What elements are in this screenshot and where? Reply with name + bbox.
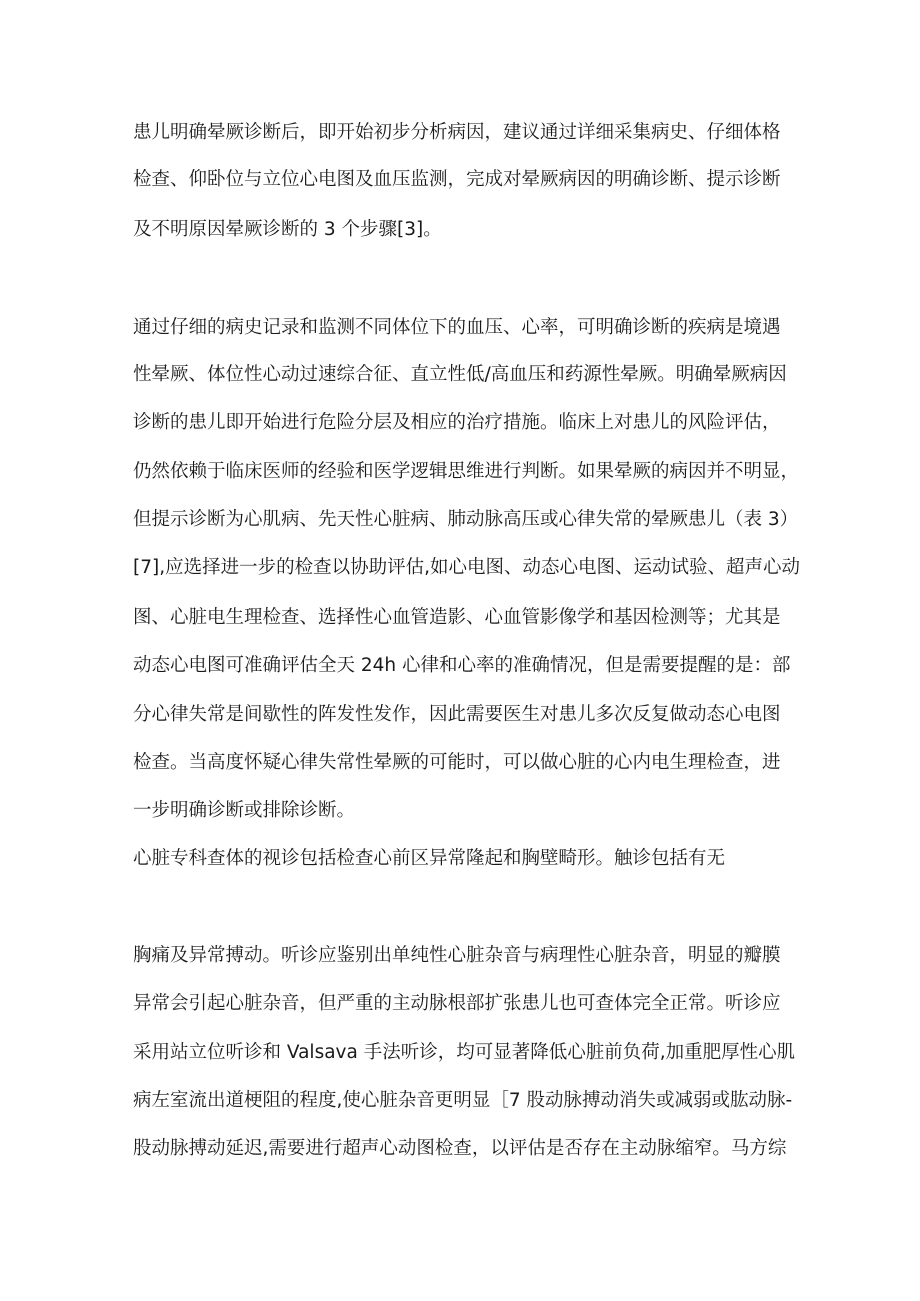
text-line: 分心律失常是间歇性的阵发性发作，因此需要医生对患儿多次反复做动态心电图	[133, 704, 781, 725]
text-line: 病左室流出道梗阻的程度,使心脏杂音更明显［7 股动脉搏动消失或减弱或肱动脉-	[133, 1090, 793, 1111]
text-line: 但提示诊断为心肌病、先天性心脏病、肺动脉高压或心律失常的晕厥患儿（表 3）	[133, 509, 799, 530]
text-line: 诊断的患儿即开始进行危险分层及相应的治疗措施。临床上对患儿的风险评估，	[133, 412, 781, 433]
text-line: 性晕厥、体位性心动过速综合征、直立性低/高血压和药源性晕厥。明确晕厥病因	[133, 364, 787, 385]
text-line: 患儿明确晕厥诊断后，即开始初步分析病因，建议通过详细采集病史、仔细体格	[133, 122, 781, 143]
text-line: 一步明确诊断或排除诊断。	[133, 800, 356, 821]
text-line: 异常会引起心脏杂音，但严重的主动脉根部扩张患儿也可查体完全正常。听诊应	[133, 993, 781, 1014]
text-line: 采用站立位听诊和 Valsava 手法听诊，均可显著降低心脏前负荷,加重肥厚性心肌	[133, 1042, 796, 1063]
text-line: 仍然依赖于临床医师的经验和医学逻辑思维进行判断。如果晕厥的病因并不明显，	[133, 461, 800, 482]
text-line: [7],应选择进一步的检查以协助评估,如心电图、动态心电图、运动试验、超声心动	[133, 557, 800, 578]
text-line: 动态心电图可准确评估全天 24h 心律和心率的准确情况，但是需要提醒的是：部	[133, 655, 791, 676]
text-line: 图、心脏电生理检查、选择性心血管造影、心血管影像学和基因检测等；尤其是	[133, 607, 781, 628]
text-line: 通过仔细的病史记录和监测不同体位下的血压、心率，可明确诊断的疾病是境遇	[133, 317, 781, 338]
text-line: 检查。当高度怀疑心律失常性晕厥的可能时，可以做心脏的心内电生理检查，进	[133, 752, 781, 773]
text-line: 心脏专科查体的视诊包括检查心前区异常隆起和胸壁畸形。触诊包括有无	[133, 848, 726, 869]
text-line: 检查、仰卧位与立位心电图及血压监测，完成对晕厥病因的明确诊断、提示诊断	[133, 169, 781, 190]
text-line: 股动脉搏动延迟,需要进行超声心动图检查，以评估是否存在主动脉缩窄。马方综	[133, 1138, 787, 1159]
text-line: 及不明原因晕厥诊断的 3 个步骤[3]。	[133, 219, 442, 240]
text-line: 胸痛及异常搏动。听诊应鉴别出单纯性心脏杂音与病理性心脏杂音，明显的瓣膜	[133, 945, 781, 966]
